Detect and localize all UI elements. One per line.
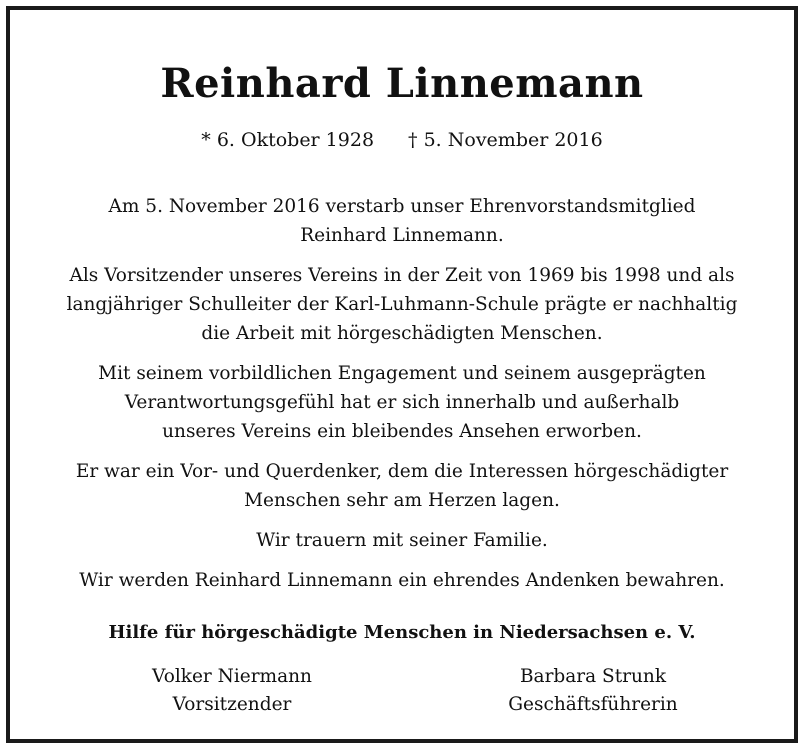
organization-name: Hilfe für hörgeschädigte Menschen in Niedersachsen e. V. <box>108 622 696 643</box>
paragraph <box>50 566 754 595</box>
obituary-text <box>50 192 754 606</box>
text-line: unseres Vereins ein bleibendes Ansehen erworben. <box>162 421 642 442</box>
signatory-role: Vorsitzender <box>172 694 292 715</box>
text-line: die Arbeit mit hörgeschädigten Menschen. <box>201 323 603 344</box>
text-line: Wir trauern mit seiner Familie. <box>256 530 548 551</box>
life-dates <box>10 126 794 154</box>
text-line: Reinhard Linnemann. <box>300 225 504 246</box>
text-line: Am 5. November 2016 verstarb unser Ehrenvorstandsmitglied <box>108 196 696 217</box>
text-line: Menschen sehr am Herzen lagen. <box>244 490 560 511</box>
paragraph <box>50 192 754 250</box>
text-line: Als Vorsitzender unseres Vereins in der Zeit von 1969 bis 1998 und als <box>69 265 735 286</box>
death-date: † 5. November 2016 <box>408 129 603 151</box>
paragraph <box>50 261 754 348</box>
signatory-name: Volker Niermann <box>152 666 312 687</box>
birth-date: * 6. Oktober 1928 <box>201 129 375 151</box>
text-line: Wir werden Reinhard Linnemann ein ehrendes Andenken bewahren. <box>79 570 725 591</box>
paragraph <box>50 359 754 446</box>
signatory-name: Barbara Strunk <box>519 666 667 687</box>
text-line: Verantwortungsgefühl hat er sich innerhalb und außerhalb <box>124 392 680 413</box>
paragraph <box>50 526 754 555</box>
signatory-manager <box>463 663 723 719</box>
deceased-name: Reinhard Linnemann <box>160 60 644 107</box>
text-line: Mit seinem vorbildlichen Engagement und seinem ausgeprägten <box>98 363 706 384</box>
signatory-chair <box>102 663 362 719</box>
text-line: Er war ein Vor- und Querdenker, dem die Interessen hörgeschädigter <box>75 461 729 482</box>
paragraph <box>50 457 754 515</box>
text-line: langjähriger Schulleiter der Karl-Luhmann-Schule prägte er nachhaltig <box>66 294 738 315</box>
obituary-frame <box>6 6 798 743</box>
signatory-role: Geschäftsführerin <box>508 694 678 715</box>
